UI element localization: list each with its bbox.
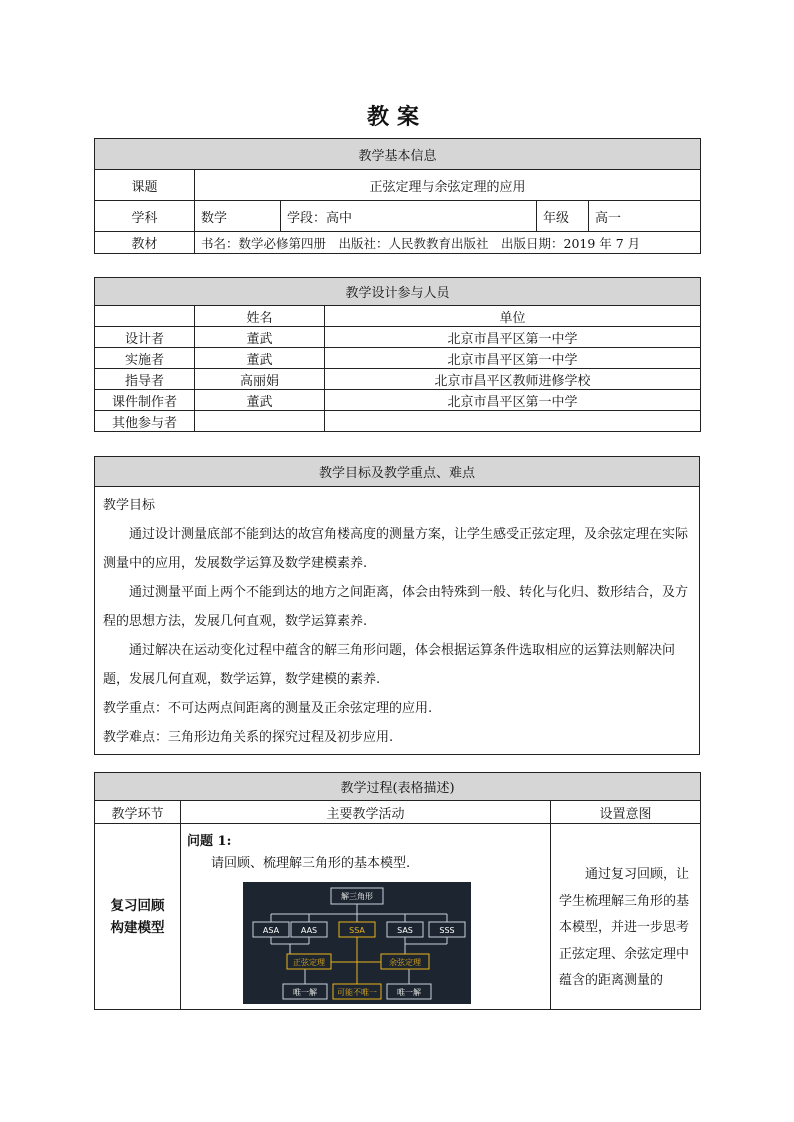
intent-column-header: 设置意图 <box>551 801 701 824</box>
goal-paragraph-2: 通过测量平面上两个不能到达的地方之间距离，体会由特殊到一般、转化与化归、数形结合，及方程的思想方法，发展几何直观，数学运算素养. <box>103 585 689 629</box>
goal-label: 教学目标 <box>103 498 156 513</box>
intent-text: 通过复习回顾，让学生梳理解三角形的基本模型，并进一步思考正弦定理、余弦定理中蕴含的距离测量的 <box>551 824 701 1010</box>
goal-paragraph-3: 通过解决在运动变化过程中蕴含的解三角形问题，体会根据运算条件选取相应的运算法则解决问题，发展几何直观，数学运算，数学建模的素养. <box>103 643 676 687</box>
diagram-law-cosine: 余弦定理 <box>389 958 421 967</box>
subject-value: 数学 <box>195 201 281 232</box>
participant-unit: 北京市昌平区教师进修学校 <box>325 369 701 390</box>
participant-role: 实施者 <box>95 348 195 369</box>
difficulty: 教学难点：三角形边角关系的探究过程及初步应用. <box>103 730 394 745</box>
participant-name: 董武 <box>195 348 325 369</box>
participant-name: 董武 <box>195 390 325 411</box>
question-label: 问题 1: <box>187 834 232 849</box>
diagram-law-sine: 正弦定理 <box>293 958 325 967</box>
topic-label: 课题 <box>95 170 195 201</box>
objectives-header: 教学目标及教学重点、难点 <box>95 457 700 487</box>
participant-row <box>95 327 701 348</box>
grade-value: 高一 <box>589 201 701 232</box>
diagram-case-aas: AAS <box>300 926 318 935</box>
diagram-result-unique-2: 唯一解 <box>397 988 421 997</box>
grade-label: 年级 <box>537 201 589 232</box>
participant-unit <box>325 411 701 432</box>
participants-table <box>94 277 701 432</box>
diagram-root-label: 解三角形 <box>341 892 373 901</box>
diagram-case-asa: ASA <box>262 926 280 935</box>
basic-info-header: 教学基本信息 <box>95 139 701 170</box>
diagram-result-maybe: 可能不唯一 <box>337 988 377 997</box>
participant-role: 设计者 <box>95 327 195 348</box>
participant-row <box>95 411 701 432</box>
participant-role: 指导者 <box>95 369 195 390</box>
process-header: 教学过程(表格描述) <box>95 773 701 801</box>
participant-row <box>95 369 701 390</box>
participant-role: 课件制作者 <box>95 390 195 411</box>
participants-header: 教学设计参与人员 <box>95 278 701 306</box>
participant-unit: 北京市昌平区第一中学 <box>325 327 701 348</box>
objectives-body <box>95 487 700 755</box>
diagram-case-sss: SSS <box>439 926 455 935</box>
participant-unit: 北京市昌平区第一中学 <box>325 390 701 411</box>
objectives-table <box>94 456 700 755</box>
participant-row <box>95 348 701 369</box>
name-column-header: 姓名 <box>195 306 325 327</box>
basic-info-table <box>94 138 701 254</box>
diagram-result-unique-1: 唯一解 <box>293 988 317 997</box>
question-text: 请回顾、梳理解三角形的基本模型. <box>211 856 411 871</box>
stage-text: 学段：高中 <box>281 201 537 232</box>
textbook-label: 教材 <box>95 232 195 254</box>
participant-unit: 北京市昌平区第一中学 <box>325 348 701 369</box>
participant-role: 其他参与者 <box>95 411 195 432</box>
diagram-case-sas: SAS <box>397 926 413 935</box>
stage-column-header: 教学环节 <box>95 801 181 824</box>
stage-name: 复习回顾构建模型 <box>95 824 181 1010</box>
textbook-value: 书名：数学必修第四册 出版社：人民教教育出版社 出版日期：2019 年 7 月 <box>195 232 701 254</box>
goal-paragraph-1: 通过设计测量底部不能到达的故宫角楼高度的测量方案，让学生感受正弦定理，及余弦定理在实际测量中的应用，发展数学运算及数学建模素养. <box>103 527 689 571</box>
topic-value: 正弦定理与余弦定理的应用 <box>195 170 701 201</box>
participant-name: 董武 <box>195 327 325 348</box>
diagram-case-ssa: SSA <box>349 926 365 935</box>
unit-column-header: 单位 <box>325 306 701 327</box>
key-point: 教学重点：不可达两点间距离的测量及正余弦定理的应用. <box>103 701 433 716</box>
subject-label: 学科 <box>95 201 195 232</box>
document-title: 教案 <box>366 105 427 130</box>
participant-name <box>195 411 325 432</box>
diagram-svg <box>243 882 471 1004</box>
participant-name: 高丽娟 <box>195 369 325 390</box>
participant-row <box>95 390 701 411</box>
process-table <box>94 772 701 1010</box>
activity-column-header: 主要教学活动 <box>181 801 551 824</box>
triangle-model-diagram <box>243 882 471 1004</box>
activity-cell <box>181 824 551 1010</box>
